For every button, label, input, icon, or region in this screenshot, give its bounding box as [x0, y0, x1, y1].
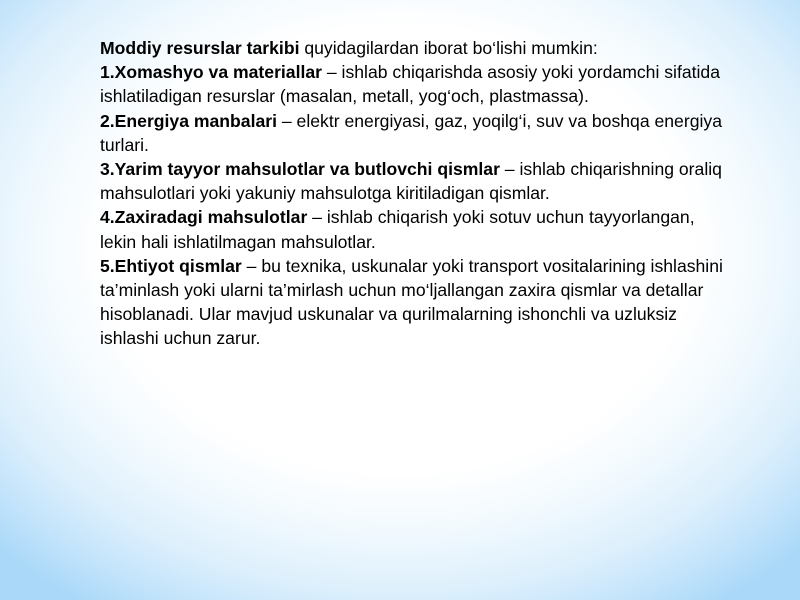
list-item-heading: 1.Xomashyo va materiallar — [100, 62, 322, 83]
slide-text-body — [100, 36, 730, 351]
list-item-spare-parts — [100, 254, 730, 351]
list-item-energy-sources — [100, 109, 730, 157]
list-item-heading: 2.Energiya manbalari — [100, 110, 277, 131]
list-item-text: – ishlab chiqarishning oraliq mahsulotlari yoki yakuniy mahsulotga kiritiladigan qismlar. — [100, 159, 722, 204]
list-item-heading: 3.Yarim tayyor mahsulotlar va butlovchi qismlar — [100, 159, 500, 180]
list-item-stock-products — [100, 205, 730, 253]
list-item-text: – bu texnika, uskunalar yoki transport vositalarining ishlashini ta’minlash yoki ularni ta’mirlash uchun mo‘ljallangan zaxira qismlar va detallar hisoblanadi. Ular mavjud uskunalar va qurilmalarning ishonchli va uzluksiz ishlashi uchun zarur. — [100, 255, 723, 349]
list-item-heading: 5.Ehtiyot qismlar — [100, 255, 242, 276]
intro-text: quyidagilardan iborat bo‘lishi mumkin: — [299, 38, 598, 58]
list-item-text: – elektr energiyasi, gaz, yoqilg‘i, suv va boshqa energiya turlari. — [100, 110, 722, 155]
list-item-text: – ishlab chiqarish yoki sotuv uchun tayyorlangan, lekin hali ishlatilmagan mahsulotlar. — [100, 207, 695, 252]
intro-title: Moddiy resurslar tarkibi — [100, 38, 300, 58]
list-item-heading: 4.Zaxiradagi mahsulotlar — [100, 207, 308, 228]
intro-paragraph — [100, 36, 730, 60]
list-item-semi-finished — [100, 157, 730, 205]
list-item-raw-materials — [100, 60, 730, 108]
list-item-text: – ishlab chiqarishda asosiy yoki yordamchi sifatida ishlatiladigan resurslar (masalan, metall, yog‘och, plastmassa). — [100, 62, 721, 107]
